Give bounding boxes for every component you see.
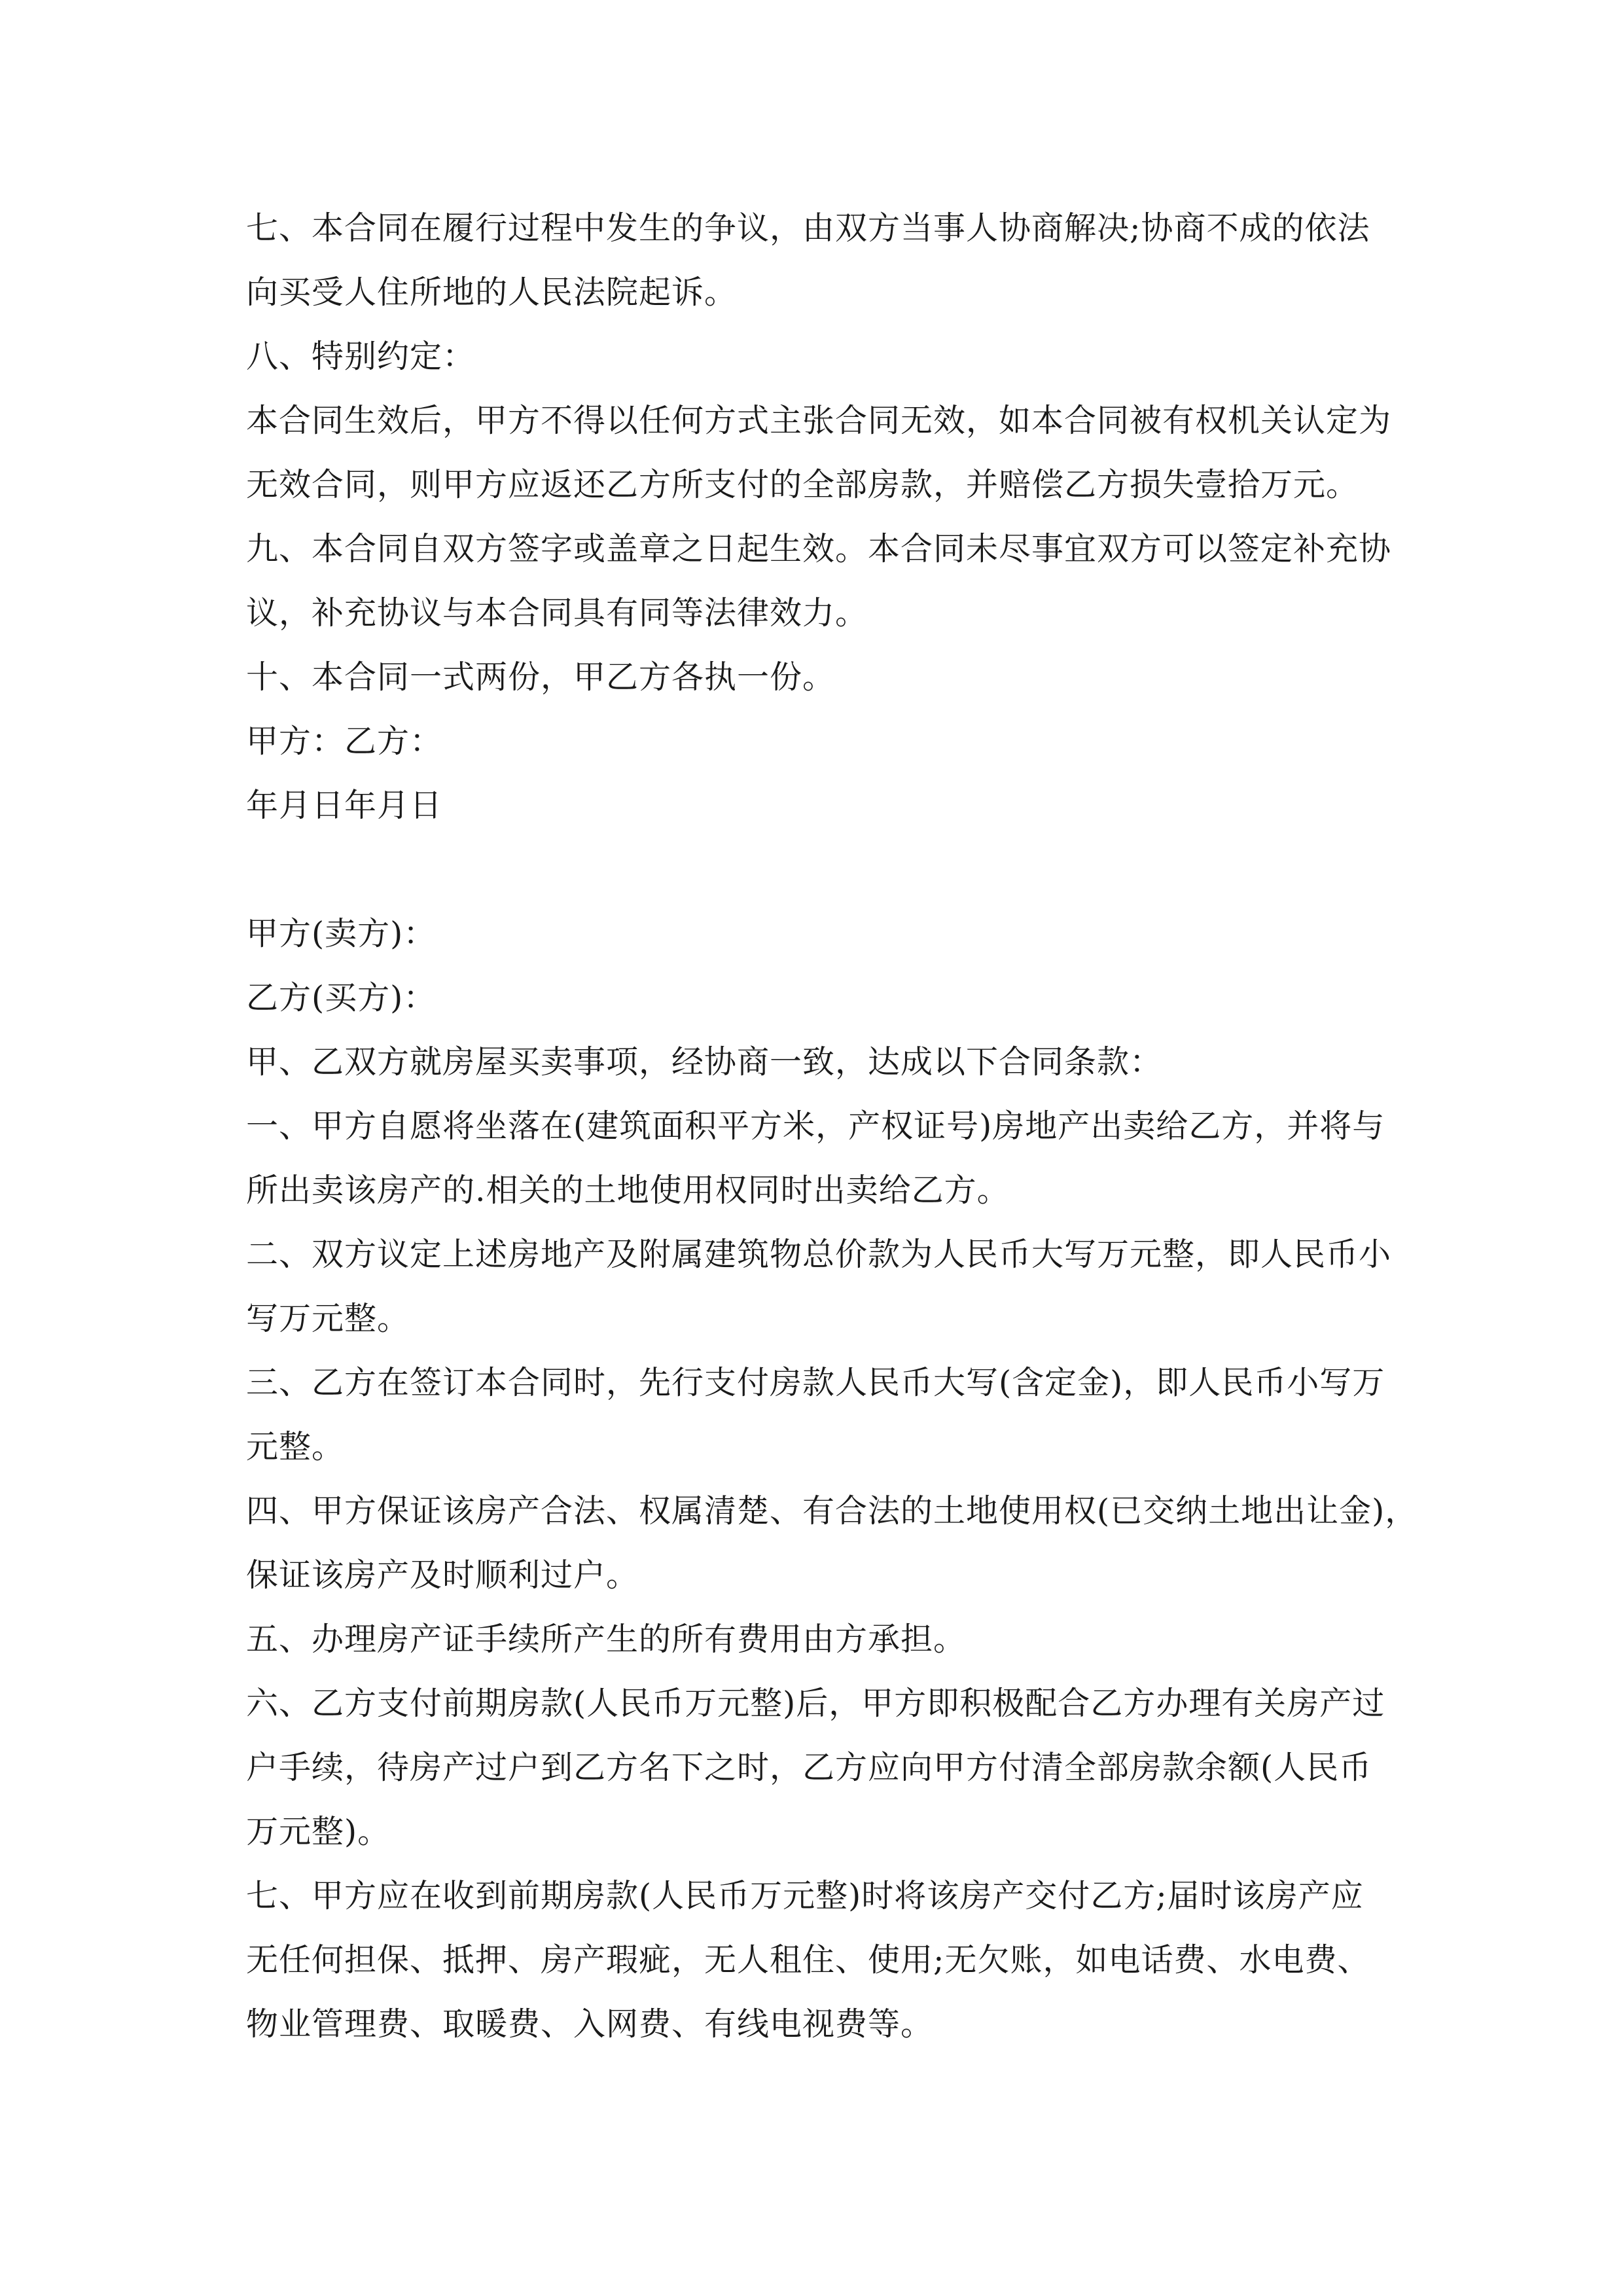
signature-dates: 年月日年月日 [246, 787, 443, 824]
clause-8-line-1: 本合同生效后，甲方不得以任何方式主张合同无效，如本合同被有权机关认定为 [246, 402, 1392, 439]
clause-9-line-2: 议，补充协议与本合同具有同等法律效力。 [246, 594, 868, 632]
clause-7-delivery-line-1: 七、甲方应在收到前期房款(人民币万元整)时将该房产交付乙方;届时该房产应 [246, 1877, 1364, 1914]
clause-10: 十、本合同一式两份，甲乙方各执一份。 [246, 658, 836, 696]
clause-9-line-1: 九、本合同自双方签字或盖章之日起生效。本合同未尽事宜双方可以签定补充协 [246, 530, 1392, 567]
clause-2-line-2: 写万元整。 [246, 1300, 410, 1337]
section-spacer [246, 838, 1424, 902]
clause-3-line-1: 三、乙方在签订本合同时，先行支付房款人民币大写(含定金)，即人民币小写万 [246, 1364, 1385, 1401]
clause-7-delivery-line-2: 无任何担保、抵押、房产瑕疵，无人租住、使用;无欠账，如电话费、水电费、 [246, 1941, 1370, 1979]
preamble: 甲、乙双方就房屋买卖事项，经协商一致，达成以下合同条款： [246, 1043, 1163, 1081]
clause-7-delivery-line-3: 物业管理费、取暖费、入网费、有线电视费等。 [246, 2005, 934, 2043]
document-body [246, 196, 1424, 2056]
clause-5: 五、办理房产证手续所产生的所有费用由方承担。 [246, 1621, 967, 1658]
clause-4-line-1: 四、甲方保证该房产合法、权属清楚、有合法的土地使用权(已交纳土地出让金)， [246, 1492, 1418, 1530]
clause-7-dispute-line-2: 向买受人住所地的人民法院起诉。 [246, 274, 738, 311]
clause-7-dispute-line-1: 七、本合同在履行过程中发生的争议，由双方当事人协商解决;协商不成的依法 [246, 209, 1370, 247]
clause-6-line-2: 户手续，待房产过户到乙方名下之时，乙方应向甲方付清全部房款余额(人民币 [246, 1749, 1372, 1786]
clause-1-line-1: 一、甲方自愿将坐落在(建筑面积平方米，产权证号)房地产出卖给乙方，并将与 [246, 1107, 1385, 1145]
clause-6-line-3: 万元整)。 [246, 1813, 391, 1850]
party-a-seller: 甲方(卖方)： [246, 915, 437, 952]
clause-8-line-2: 无效合同，则甲方应返还乙方所支付的全部房款，并赔偿乙方损失壹拾万元。 [246, 466, 1359, 503]
clause-8-heading: 八、特别约定： [246, 338, 476, 375]
party-b-buyer: 乙方(买方)： [246, 979, 437, 1016]
clause-6-line-1: 六、乙方支付前期房款(人民币万元整)后，甲方即积极配合乙方办理有关房产过 [246, 1685, 1385, 1722]
signature-parties: 甲方：乙方： [246, 723, 443, 760]
clause-1-line-2: 所出卖该房产的.相关的土地使用权同时出卖给乙方。 [246, 1172, 1010, 1209]
clause-2-line-1: 二、双方议定上述房地产及附属建筑物总价款为人民币大写万元整，即人民币小 [246, 1236, 1392, 1273]
clause-4-line-2: 保证该房产及时顺利过户。 [246, 1556, 639, 1594]
clause-3-line-2: 元整。 [246, 1428, 345, 1465]
